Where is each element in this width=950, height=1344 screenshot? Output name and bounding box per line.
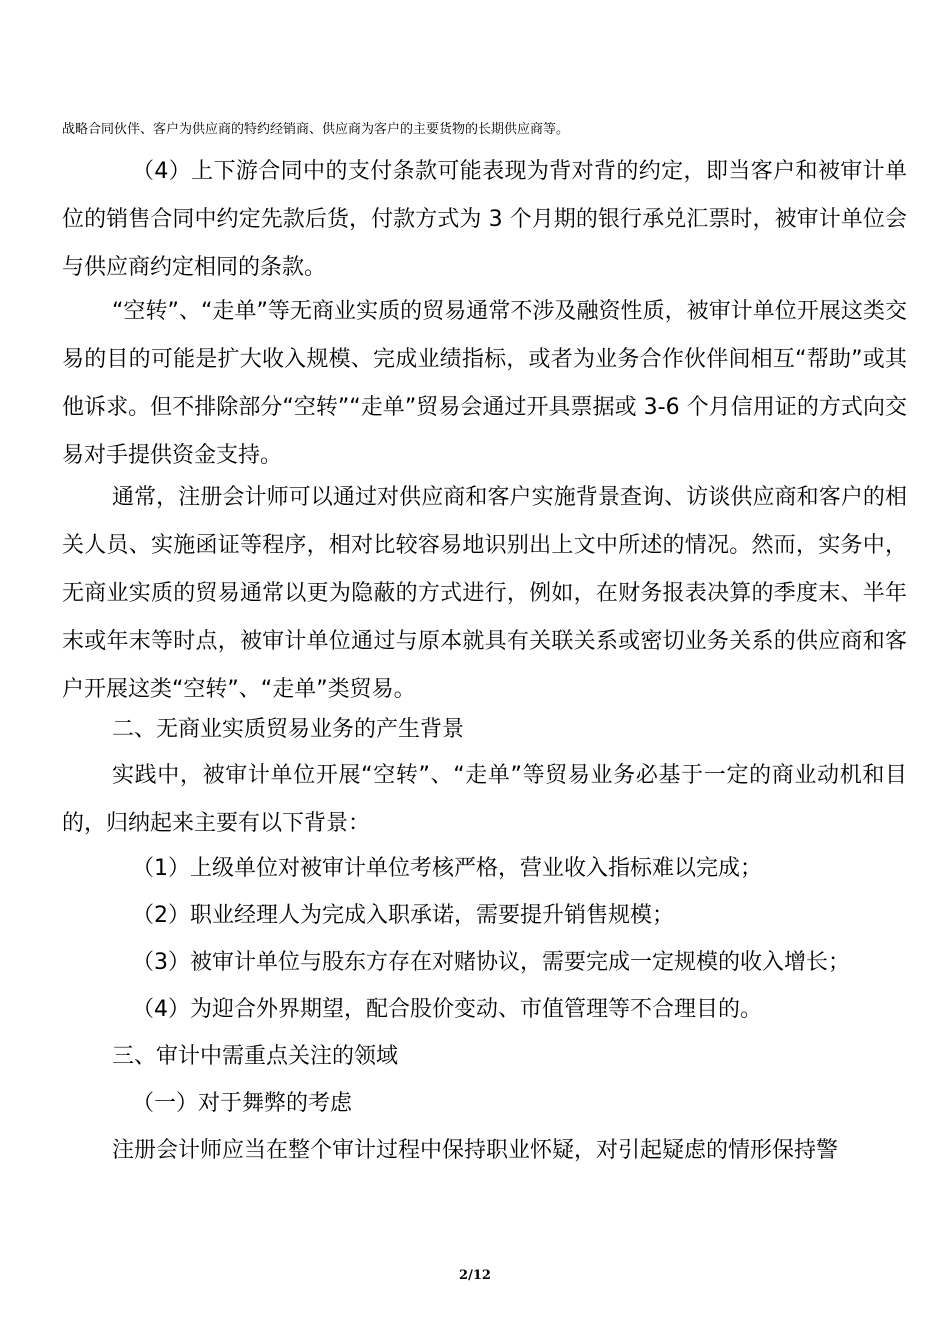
- list-item: （3）被审计单位与股东方存在对赌协议，需要完成一定规模的收入增长；: [132, 950, 850, 975]
- paragraph-tongchang: 通常，注册会计师可以通过对供应商和客户实施背景查询、访谈供应商和客户的相关人员、实施函证等程序，相对比较容易地识别出上文中所述的情况。然而，实务中，无商业实质的贸易通常以更为隐蔽的方式进行，例如，在财务报表决算的季度末、半年末或年末等时点，被审计单位通过与原本就具有关联关系或密切业务关系的供应商和客户开展这类“空转”、“走单”类贸易。: [62, 485, 907, 702]
- section-heading-2: 二、无商业实质贸易业务的产生背景: [112, 717, 465, 742]
- subheading-fraud: （一）对于舞弊的考虑: [132, 1091, 353, 1116]
- list-item: （1）上级单位对被审计单位考核严格，营业收入指标难以完成；: [132, 856, 762, 881]
- paragraph-item-4: （4）上下游合同中的支付条款可能表现为背对背的约定，即当客户和被审计单位的销售合同中约定先款后货，付款方式为 3 个月期的银行承兑汇票时，被审计单位会与供应商约定相同的条款。: [62, 159, 907, 280]
- list-item: （2）职业经理人为完成入职承诺，需要提升销售规模；: [132, 903, 674, 928]
- paragraph-shijian: 实践中，被审计单位开展“空转”、“走单”等贸易业务必基于一定的商业动机和目的，归纳起来主要有以下背景：: [62, 763, 907, 836]
- list-item: （4）为迎合外界期望，配合股价变动、市值管理等不合理目的。: [132, 997, 762, 1022]
- section-heading-3: 三、审计中需重点关注的领域: [112, 1044, 399, 1069]
- page-number: 2/12: [459, 1268, 491, 1283]
- paragraph-last: 注册会计师应当在整个审计过程中保持职业怀疑，对引起疑虑的情形保持警: [112, 1138, 839, 1163]
- continued-text: 战略合同伙伴、客户为供应商的特约经销商、供应商为客户的主要货物的长期供应商等。: [62, 122, 570, 137]
- paragraph-kongzhuan-zoudan: “空转”、“走单”等无商业实质的贸易通常不涉及融资性质，被审计单位开展这类交易的目的可能是扩大收入规模、完成业绩指标，或者为业务合作伙伴间相互“帮助”或其他诉求。但不排除部分“空转”“走单”贸易会通过开具票据或 3-6 个月信用证的方式向交易对手提供资金支持。: [62, 299, 907, 468]
